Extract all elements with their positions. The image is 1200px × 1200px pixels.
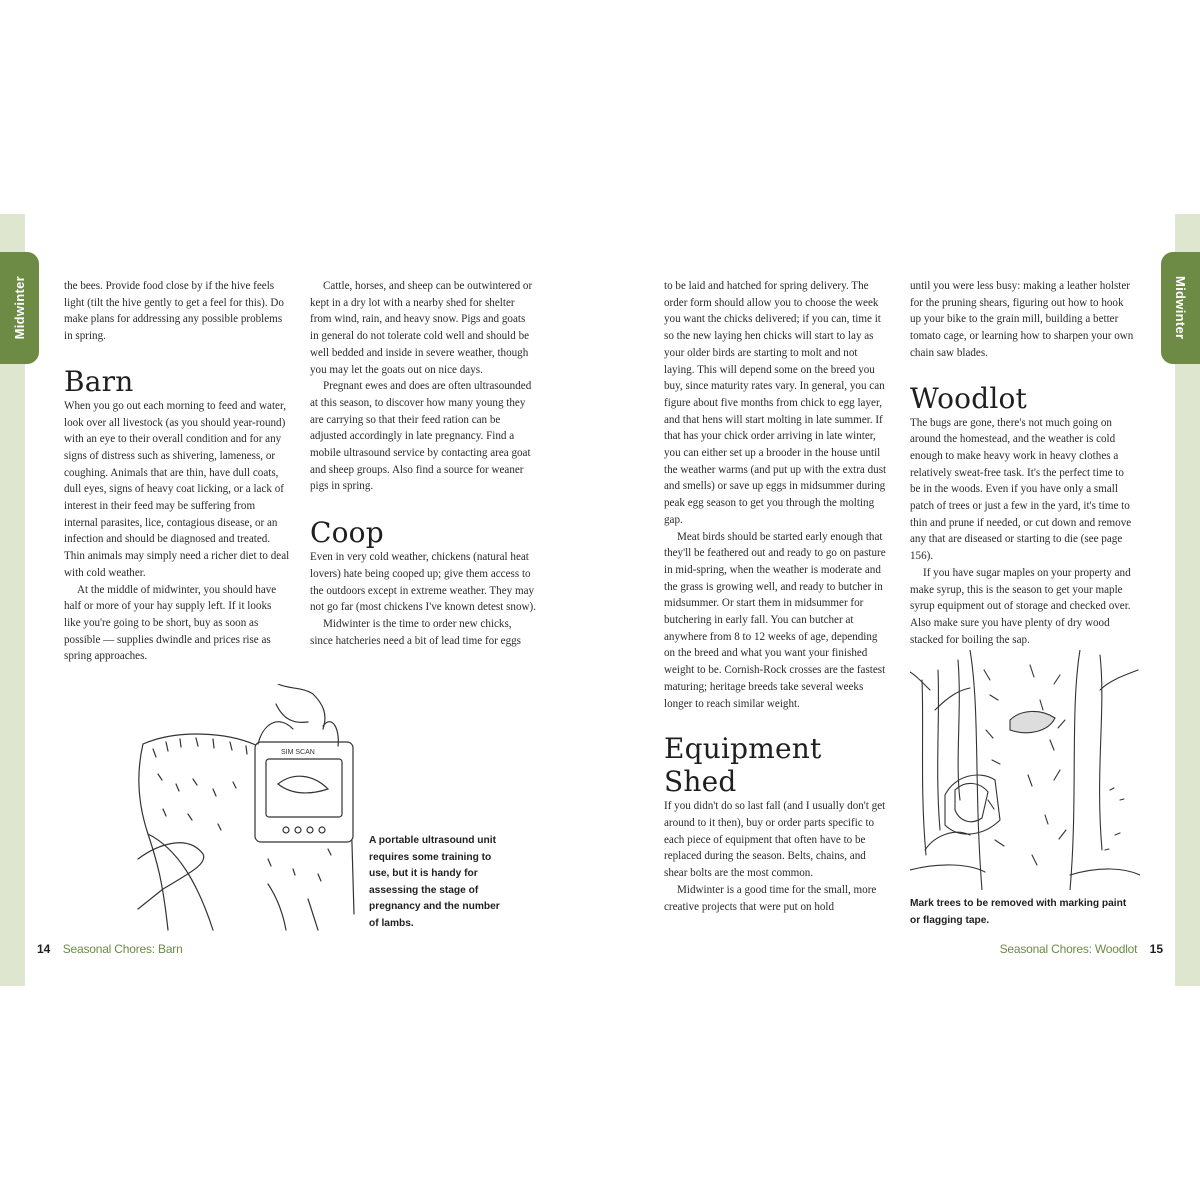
paragraph: Even in very cold weather, chickens (natural heat lovers) hate being cooped up; give them access to the outdoors except in extreme weather. They may not go far (most chickens I've known detest snow). bbox=[310, 551, 536, 614]
chapter-tab-label: Midwinter bbox=[1173, 276, 1188, 340]
svg-text:SIM SCAN: SIM SCAN bbox=[281, 749, 315, 756]
left-page-footer bbox=[37, 942, 183, 956]
paragraph: to be laid and hatched for spring delivery. The order form should allow you to choose the week you want the chicks delivered; if you can, time it so the new laying hen chicks will start to lay as your older birds are starting to molt and not laying. This will depend some on the breed you buy, since maturity rates vary. In general, you can figure about five months from chick to egg layer, and that hens will start molting in late summer. If that has your chick order arriving in late winter, you can either set up a brooder in the house until the weather warms (and put up with the extra dust and smells) or save up eggs in midsummer during peak egg season to get you through the molting gap. bbox=[664, 280, 887, 526]
paragraph: The bugs are gone, there's not much going on around the homestead, and the weather is cold enough to make heavy work in heavy clothes a relatively sweat-free task. It's the perfect time to be in the woods. Even if you have only a small patch of trees or just a few in the yard, it's time to thin and prune if needed, or cut down and remove any that are diseased or starting to die (see page 156). bbox=[910, 416, 1132, 563]
left-page-column-1 bbox=[64, 278, 290, 665]
section-heading-coop: Coop bbox=[310, 516, 384, 550]
ultrasound-sheep-illustration bbox=[118, 684, 363, 932]
heading-line: Equipment bbox=[664, 732, 822, 766]
chapter-tab-right bbox=[1161, 252, 1200, 364]
paragraph: When you go out each morning to feed and water, look over all livestock (as you should year-round) with an eye to their overall condition and for any signs of distress such as shivering, lameness, or coughing. Animals that are thin, have dull coats, dull eyes, signs of heavy coat licking, or a lack of interest in their feed may be suffering from internal parasites, lice, contagious disease, or an infection and should be diagnosed and treated. Thin animals may simply need a richer diet to deal with cold weather. bbox=[64, 399, 290, 579]
left-page-column-2 bbox=[310, 278, 536, 649]
page-number: 14 bbox=[37, 942, 51, 956]
paragraph: Midwinter is a good time for the small, more creative projects that were put on hold bbox=[664, 883, 877, 913]
figure-caption-tree-marking: Mark trees to be removed with marking paint or flagging tape. bbox=[910, 898, 1127, 926]
paragraph: the bees. Provide food close by if the hive feels light (tilt the hive gently to get a feel for this). Do make plans for addressing any possible problems in spring. bbox=[64, 280, 284, 343]
paragraph: Pregnant ewes and does are often ultrasounded at this season, to discover how many young they are carrying so that their feed ration can be adjusted accordingly in late pregnancy. Find a mobile ultrasound service by contacting area goat and sheep groups. Also find a source for weaner pigs in spring. bbox=[310, 380, 532, 493]
paragraph: Cattle, horses, and sheep can be outwintered or kept in a dry lot with a nearby shed for shelter from wind, rain, and heavy snow. Pigs and goats in general do not tolerate cold well and should be well bedded and inside in severe weather, though you may let the goats out on nice days. bbox=[310, 280, 533, 376]
right-page-column-2 bbox=[910, 278, 1136, 648]
paragraph: If you have sugar maples on your property and make syrup, this is the season to get your maple syrup equipment out of storage and checked over. Also make sure you have plenty of dry wood stacked for boiling the sap. bbox=[910, 566, 1131, 646]
right-page-column-1 bbox=[664, 278, 890, 915]
paragraph: At the middle of midwinter, you should have half or more of your hay supply left. If it looks like you're going to be short, buy as soon as possible — supplies dwindle and prices rise as spring approaches. bbox=[64, 583, 277, 663]
page-number: 15 bbox=[1149, 942, 1163, 956]
chapter-tab-label: Midwinter bbox=[12, 276, 27, 340]
paragraph: until you were less busy: making a leather holster for the pruning shears, figuring out how to hook up your bike to the grain mill, building a better tomato cage, or learning how to sharpen your own chain saw blades. bbox=[910, 280, 1134, 359]
running-footer-section: Seasonal Chores: Woodlot bbox=[999, 942, 1138, 956]
heading-line: Shed bbox=[664, 765, 737, 799]
section-heading-barn: Barn bbox=[64, 364, 134, 398]
section-heading-equipment-shed bbox=[664, 732, 890, 798]
figure-caption-ultrasound: A portable ultrasound unit requires some training to use, but it is handy for assessing the stage of pregnancy and the number of lambs. bbox=[369, 835, 500, 929]
book-spread bbox=[0, 214, 1200, 986]
paragraph: If you didn't do so last fall (and I usually don't get around to it then), buy or order parts specific to each piece of equipment that often have to be replaced during the season. Belts, chains, and shear bolts are the most common. bbox=[664, 800, 886, 880]
tree-marking-illustration bbox=[910, 650, 1140, 890]
paragraph: Meat birds should be started early enough that they'll be feathered out and ready to go on pasture in mid-spring, when the weather is moderate and the grass is growing well, and ready to butcher in midsummer. Or start them in midsummer for butchering in early fall. You can butcher at anywhere from 8 to 12 weeks of age, depending on the breed and what you want your finished weight to be. Cornish-Rock crosses are the fastest maturing; heritage breeds take several weeks longer to reach similar weight. bbox=[664, 530, 886, 710]
section-heading-woodlot: Woodlot bbox=[910, 381, 1027, 415]
chapter-tab-left bbox=[0, 252, 39, 364]
paragraph: Midwinter is the time to order new chicks, since hatcheries need a bit of lead time for eggs bbox=[310, 617, 522, 647]
right-page-footer bbox=[1000, 942, 1163, 956]
running-footer-section: Seasonal Chores: Barn bbox=[62, 942, 183, 956]
